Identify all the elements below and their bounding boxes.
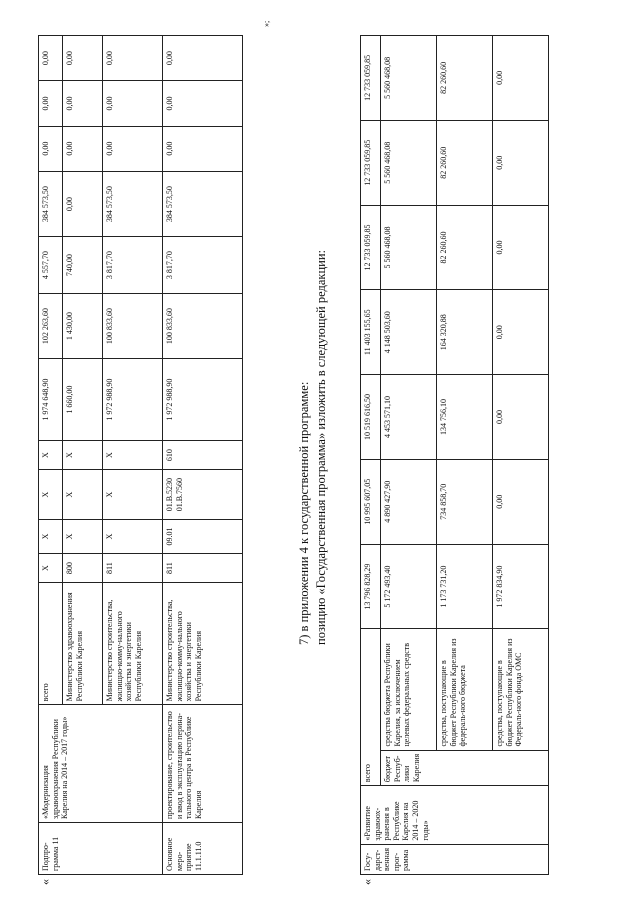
table-cell: X: [39, 470, 63, 520]
table-cell: 4 557,70: [39, 237, 63, 294]
table-cell: 0,00: [39, 126, 63, 171]
heading-line-2: позицию «Государственная программа» изложить в следующей редакции:: [313, 249, 328, 645]
table-cell: 0,00: [39, 81, 63, 126]
table-cell: 0,00: [63, 126, 103, 171]
table-cell: Министерство здравоохранения Республики Карелия: [63, 583, 103, 705]
table-cell: 1 430,00: [63, 293, 103, 359]
table-cell: X: [103, 440, 163, 469]
program-title: «Развитие здравоох-ранения в Республике Карелия на 2014 – 2020 годы»: [361, 786, 549, 845]
table-row: [381, 36, 437, 875]
table-cell: 13 796 828,29: [361, 544, 381, 629]
budget-label: бюджет Респуб-лики Карелия: [381, 750, 549, 786]
table-cell: 102 263,60: [39, 293, 63, 359]
table-cell: 5 560 468,08: [381, 120, 437, 205]
side-note: »;: [262, 20, 271, 27]
table-cell: 5 172 493,40: [381, 544, 437, 629]
table-cell: 0,00: [39, 36, 63, 81]
section-heading: [296, 225, 330, 645]
table-cell: Основное меро-приятие 11.1.11.0: [163, 823, 243, 875]
table-cell: X: [103, 520, 163, 554]
table-cell: 100 833,60: [163, 293, 243, 359]
table-cell: 12 733 059,85: [361, 120, 381, 205]
total-label: всего: [361, 629, 381, 786]
table-cell: 0,00: [103, 81, 163, 126]
table-cell: 12 733 059,85: [361, 205, 381, 290]
table-row: [437, 36, 493, 875]
table-cell: 3 817,70: [163, 237, 243, 294]
table-cell: 164 320,88: [437, 290, 493, 375]
subprogram-table: [38, 35, 243, 875]
table-cell: 384 573,50: [39, 171, 63, 237]
table-cell: 10 519 616,50: [361, 375, 381, 460]
heading-line-1: 7) в приложении 4 к государственной программе:: [297, 381, 311, 645]
table-cell: 4 453 571,10: [381, 375, 437, 460]
table-cell: 740,00: [63, 237, 103, 294]
table-cell: 0,00: [63, 36, 103, 81]
table-row: [39, 36, 63, 875]
table-cell: 1 660,00: [63, 359, 103, 440]
open-quote-2: «: [360, 879, 374, 885]
table-cell: 0,00: [103, 126, 163, 171]
subprogram-title: «Модернизация здравоохранения Республики Карелия на 2014 – 2017 годы»: [39, 705, 163, 823]
table-cell: 12 733 059,85: [361, 36, 381, 121]
table-cell: 09.01: [163, 520, 243, 554]
table-cell: X: [63, 470, 103, 520]
table-cell: X: [39, 440, 63, 469]
table-cell: 811: [103, 553, 163, 582]
table-cell: проектирование, строительство и ввод в эксплуатацию перина-тального центра в Республике Карелия: [163, 705, 243, 823]
table-cell: 0,00: [63, 171, 103, 237]
table-cell: всего: [39, 583, 63, 705]
table-row: [493, 36, 549, 875]
table-cell: 11 403 155,65: [361, 290, 381, 375]
table-cell: X: [103, 470, 163, 520]
table-cell: 0,00: [163, 81, 243, 126]
table-cell: 811: [163, 553, 243, 582]
table-cell: 3 817,70: [103, 237, 163, 294]
table-cell: средства, поступающие в бюджет Республики Карелия из Федераль-ного фонда ОМС: [493, 629, 549, 750]
table-cell: 1 173 731,20: [437, 544, 493, 629]
program-type: Госу-дарст-венная прог-рамма: [361, 844, 549, 874]
table-cell: 100 833,60: [103, 293, 163, 359]
table-cell: X: [63, 440, 103, 469]
subprogram-number: Подпро-грамма 11: [39, 823, 163, 875]
table-cell: 0,00: [493, 290, 549, 375]
open-quote-1: «: [38, 879, 52, 885]
table-cell: 10 995 607,05: [361, 459, 381, 544]
table-cell: средства бюджета Республики Карелия, за исключением целевых федеральных средств: [381, 629, 437, 750]
table-cell: 1 972 988,90: [163, 359, 243, 440]
table-cell: X: [39, 553, 63, 582]
table-cell: 82 260,60: [437, 120, 493, 205]
table-cell: 384 573,50: [163, 171, 243, 237]
table-cell: 4 148 503,60: [381, 290, 437, 375]
table-cell: 01.В.5230 01.В.7560: [163, 470, 243, 520]
table-cell: 734 858,70: [437, 459, 493, 544]
table-cell: 0,00: [493, 36, 549, 121]
table-cell: 610: [163, 440, 243, 469]
table-cell: 5 560 468,08: [381, 205, 437, 290]
table-cell: 1 974 648,90: [39, 359, 63, 440]
table-cell: 0,00: [163, 126, 243, 171]
table-row: [361, 36, 381, 875]
table-cell: 0,00: [103, 36, 163, 81]
table-row: [163, 36, 243, 875]
table-cell: 384 573,50: [103, 171, 163, 237]
table-cell: 82 260,60: [437, 205, 493, 290]
table-cell: Министерство строительства, жилищно-комму-нального хозяйства и энергетики Республики Карелия: [103, 583, 163, 705]
table-cell: 5 560 468,08: [381, 36, 437, 121]
table-cell: Министерство строительства, жилищно-комму-нального хозяйства и энергетики Республики Карелия: [163, 583, 243, 705]
table-cell: 0,00: [163, 36, 243, 81]
table-cell: 82 260,60: [437, 36, 493, 121]
table-cell: 4 890 427,90: [381, 459, 437, 544]
table-cell: 0,00: [493, 459, 549, 544]
table-cell: 1 972 988,90: [103, 359, 163, 440]
program-table: [360, 35, 549, 875]
table-cell: 1 972 834,90: [493, 544, 549, 629]
table-cell: 800: [63, 553, 103, 582]
table-cell: 0,00: [493, 375, 549, 460]
table-cell: X: [39, 520, 63, 554]
table-cell: X: [63, 520, 103, 554]
table-cell: средства, поступающие в бюджет Республики Карелия из федераль-ного бюджета: [437, 629, 493, 750]
table-cell: 0,00: [493, 205, 549, 290]
table-cell: 0,00: [63, 81, 103, 126]
table-cell: 134 756,10: [437, 375, 493, 460]
table-cell: 0,00: [493, 120, 549, 205]
